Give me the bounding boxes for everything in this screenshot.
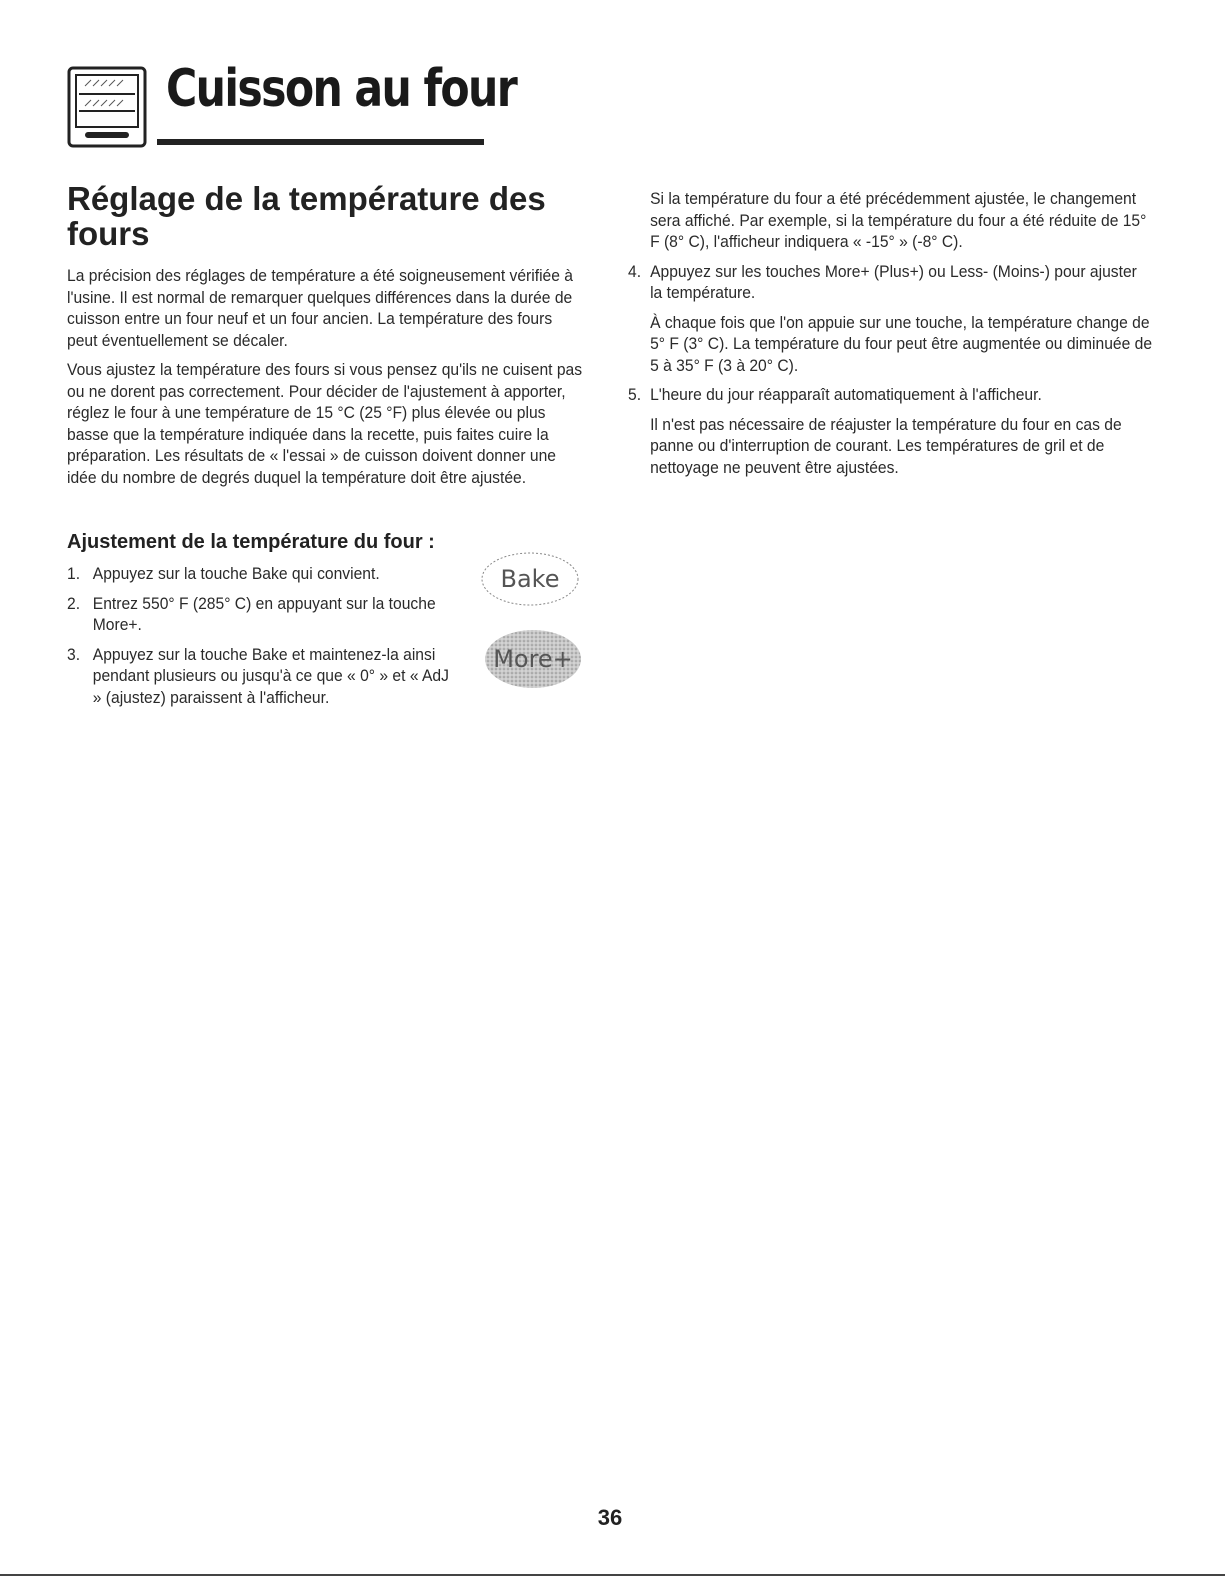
- more-key: [483, 628, 583, 690]
- right-column: [628, 188, 1152, 486]
- bake-key: [480, 551, 580, 607]
- step-number: 2.: [67, 593, 81, 613]
- page-number: 36: [597, 1505, 623, 1530]
- intro-text: [67, 265, 582, 496]
- paragraph: Il n'est pas nécessaire de réajuster la température du four en cas de panne ou d'interruption de courant. Les températures de gril et de nettoyage ne peuvent être ajustées.: [650, 414, 1122, 477]
- subsection-title: Ajustement de la température du four :: [67, 531, 435, 553]
- step-text: L'heure du jour réapparaît automatiquement à l'afficheur.: [650, 385, 1042, 404]
- list-item: [67, 593, 453, 636]
- list-item: [628, 384, 1152, 406]
- step-text: Appuyez sur les touches More+ (Plus+) ou Less- (Moins-) pour ajuster la température.: [650, 261, 1137, 302]
- bottom-divider: [0, 1574, 1225, 1576]
- paragraph: À chaque fois que l'on appuie sur une touche, la température change de 5° F (3° C). La température du four peut être augmentée ou diminuée de 5 à 35° F (3 à 20° C).: [650, 312, 1153, 375]
- step-number: 1.: [67, 564, 81, 583]
- step-number: 4.: [628, 261, 642, 281]
- chapter-title: Cuisson au four: [166, 59, 517, 119]
- step-text: Entrez 550° F (285° C) en appuyant sur la touche More+.: [92, 593, 436, 634]
- step-text: Appuyez sur la touche Bake et maintenez-la ainsi pendant plusieurs ou jusqu'à ce que « 0° » et « AdJ » (ajustez) paraissent à l'afficheur.: [92, 644, 449, 707]
- steps-list: [67, 563, 453, 716]
- paragraph: Vous ajustez la température des fours si vous pensez qu'ils ne cuisent pas ou ne dorent pas correctement. Pour décider de l'ajustement à apporter, réglez le four à une température de 15 °C (25 °F) plus élevée ou plus basse que la température indiquée dans la recette, puis faites cuire la préparation. Les résultats de « l'essai » de cuisson doivent donner une idée du nombre de degrés duquel la température doit être ajustée.: [67, 360, 583, 487]
- bake-key-label: Bake: [500, 565, 560, 593]
- list-item: [67, 644, 453, 709]
- paragraph: La précision des réglages de température a été soigneusement vérifiée à l'usine. Il est normal de remarquer quelques différences dans la durée de cuisson entre un four neuf et un four ancien. La température des fours peut éventuellement se décaler.: [67, 266, 574, 350]
- list-item: [67, 563, 453, 585]
- step-number: 5.: [628, 385, 642, 404]
- paragraph: Si la température du four a été précédemment ajustée, le changement sera affiché. Par exemple, si la température du four a été réduite de 15° F (8° C), l'afficheur indiquera « -15° » (-8° C).: [650, 189, 1147, 251]
- step-number: 3.: [67, 644, 81, 664]
- step-text: Appuyez sur la touche Bake qui convient.: [92, 564, 380, 583]
- more-key-label: More+: [493, 645, 573, 673]
- list-item: [628, 261, 1152, 304]
- section-title: Réglage de la température des fours: [67, 180, 546, 252]
- title-underline: [157, 139, 484, 145]
- oven-icon: [67, 66, 149, 150]
